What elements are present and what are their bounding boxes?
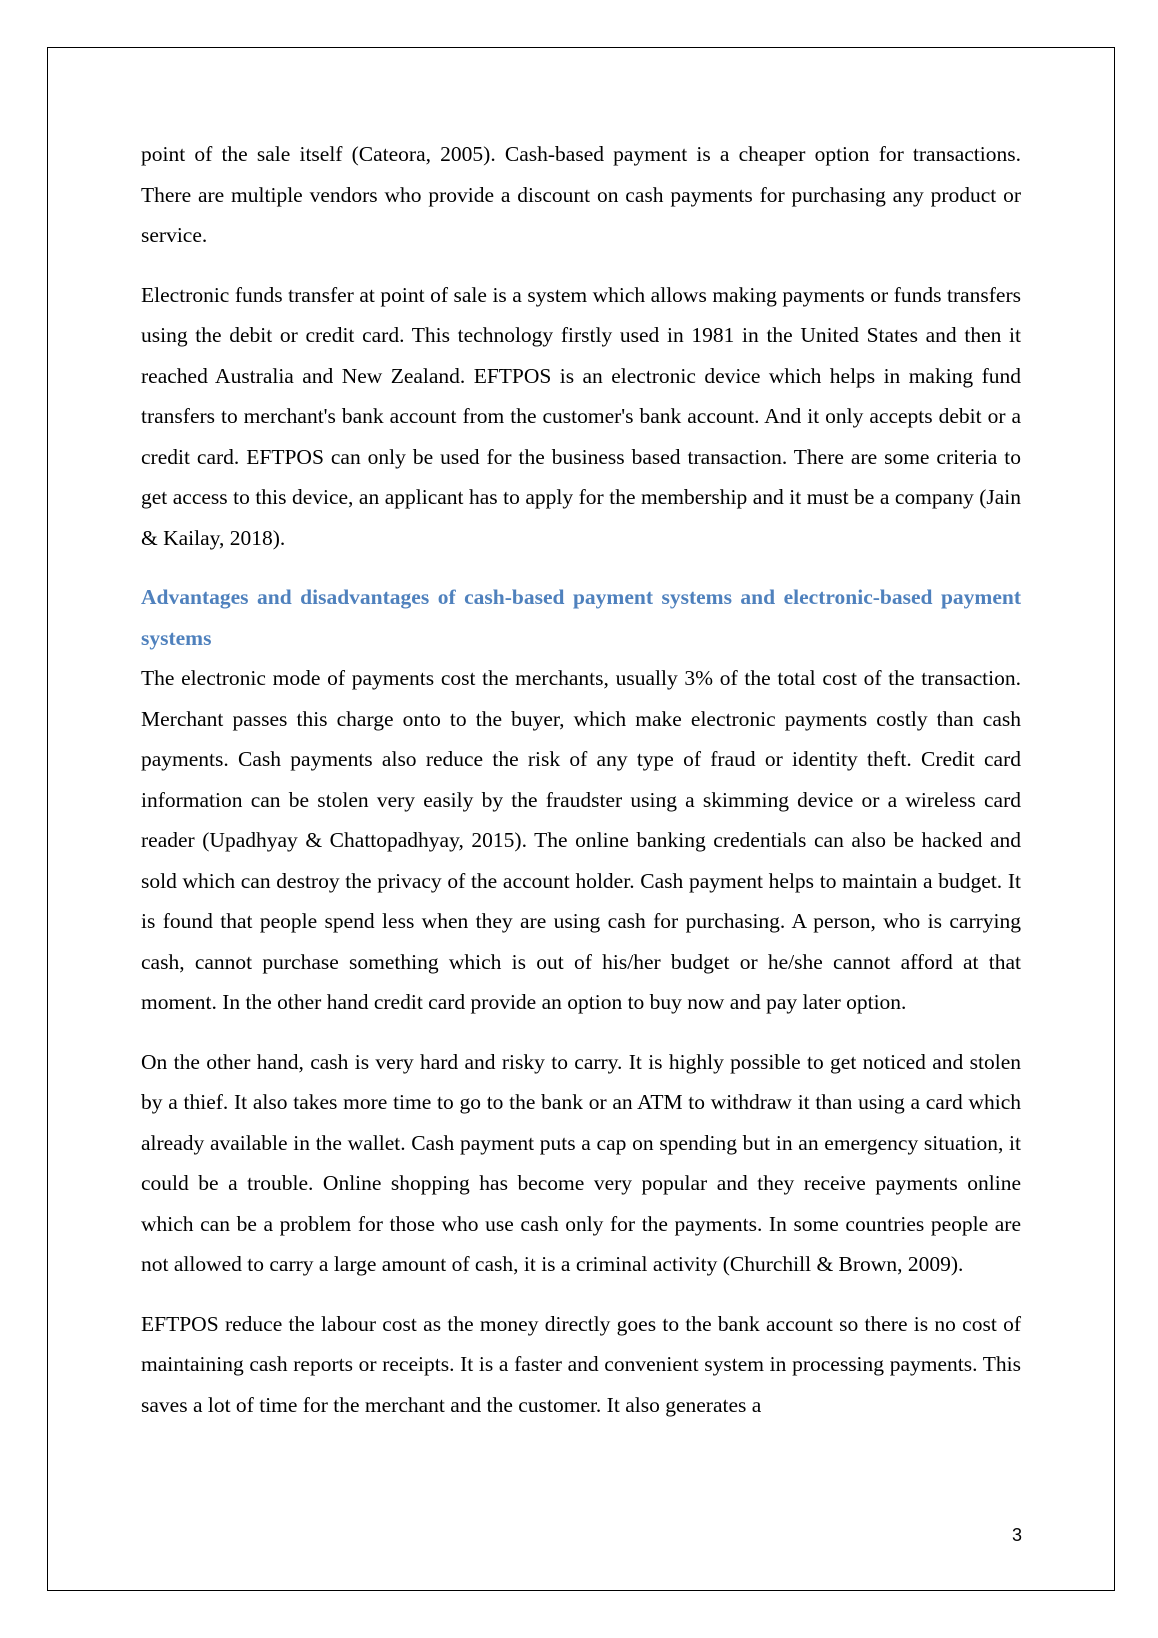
- paragraph-cash-advantages: The electronic mode of payments cost the merchants, usually 3% of the total cost of the transaction. Merchant passes this charge onto to the buyer, which make electronic payments costly than cash payments. Cash payments also reduce the risk of any type of fraud or identity theft. Credit card information can be stolen very easily by the fraudster using a skimming device or a wireless card reader (Upadhyay & Chattopadhyay, 2015). The online banking credentials can also be hacked and sold which can destroy the privacy of the account holder. Cash payment helps to maintain a budget. It is found that people spend less when they are using cash for purchasing. A person, who is carrying cash, cannot purchase something which is out of his/her budget or he/she cannot afford at that moment. In the other hand credit card provide an option to buy now and pay later option.: [141, 666, 1021, 1014]
- document-body: [141, 134, 1021, 1425]
- paragraph-eftpos-advantages: EFTPOS reduce the labour cost as the money directly goes to the bank account so there is no cost of maintaining cash reports or receipts. It is a faster and convenient system in processing payments. This saves a lot of time for the merchant and the customer. It also generates a: [141, 1311, 1021, 1417]
- paragraph-eftpos-definition: Electronic funds transfer at point of sale is a system which allows making payments or funds transfers using the debit or credit card. This technology firstly used in 1981 in the United States and then it reached Australia and New Zealand. EFTPOS is an electronic device which helps in making fund transfers to merchant's bank account from the customer's bank account. And it only accepts debit or a credit card. EFTPOS can only be used for the business based transaction. There are some criteria to get access to this device, an applicant has to apply for the membership and it must be a company (Jain & Kailay, 2018).: [141, 282, 1021, 550]
- page-number: 3: [1011, 1525, 1022, 1545]
- section-heading: Advantages and disadvantages of cash-based payment systems and electronic-based payment systems: [141, 585, 1021, 650]
- paragraph-cash-disadvantages: On the other hand, cash is very hard and risky to carry. It is highly possible to get noticed and stolen by a thief. It also takes more time to go to the bank or an ATM to withdraw it than using a card which already available in the wallet. Cash payment puts a cap on spending but in an emergency situation, it could be a trouble. Online shopping has become very popular and they receive payments online which can be a problem for those who use cash only for the payments. In some countries people are not allowed to carry a large amount of cash, it is a criminal activity (Churchill & Brown, 2009).: [141, 1049, 1021, 1276]
- paragraph-cash-cheaper: point of the sale itself (Cateora, 2005). Cash-based payment is a cheaper option for transactions. There are multiple vendors who provide a discount on cash payments for purchasing any product or service.: [141, 142, 1021, 247]
